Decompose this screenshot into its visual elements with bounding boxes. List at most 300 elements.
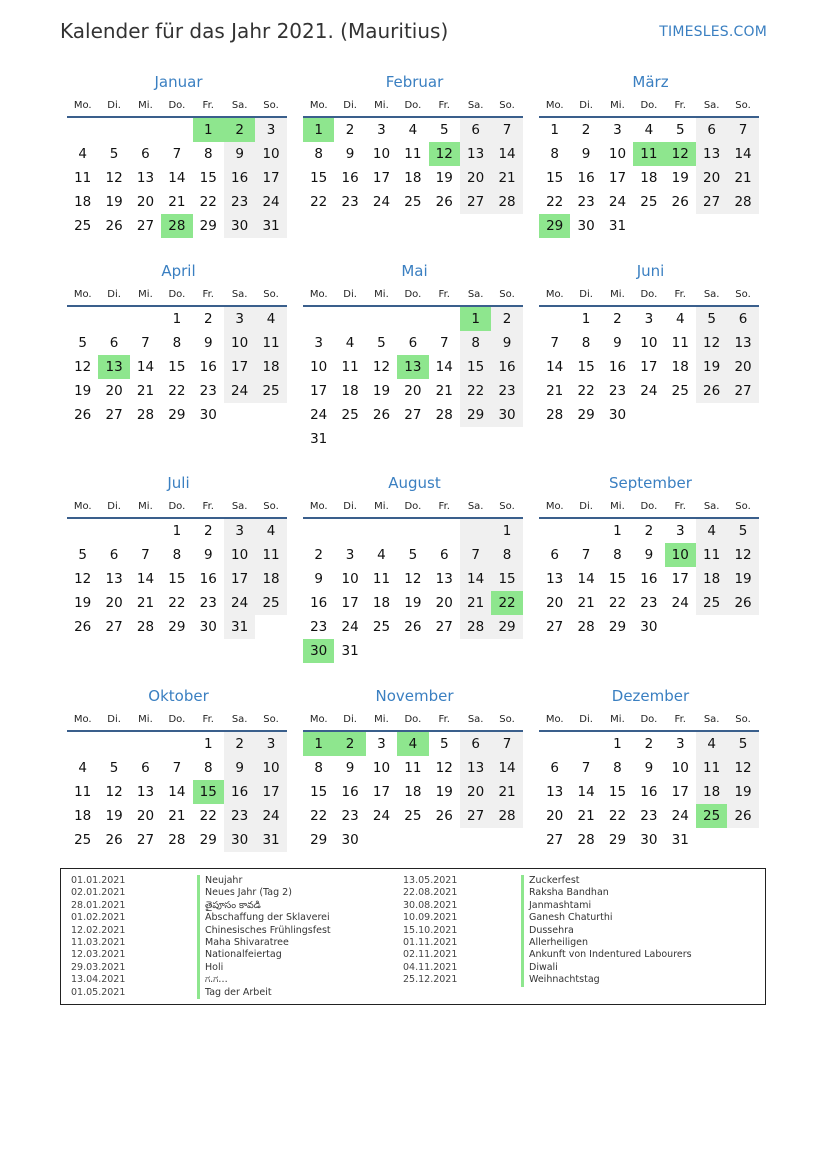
page-title: Kalender für das Jahr 2021. (Mauritius) xyxy=(60,19,449,43)
weekday-label: Di. xyxy=(107,289,121,300)
day-cell: 24 xyxy=(671,595,689,611)
weekday-label: Do. xyxy=(168,100,186,111)
day-cell: 3 xyxy=(224,307,255,331)
day-cell-holiday: 12 xyxy=(429,142,460,166)
day-cell: 19 xyxy=(105,808,123,824)
day-empty xyxy=(366,519,397,543)
day-cell: 11 xyxy=(255,331,286,355)
day-empty xyxy=(633,214,664,238)
weekday-label: Do. xyxy=(640,714,658,725)
day-cell: 1 xyxy=(613,736,622,752)
weekday-label: Sa. xyxy=(231,714,248,725)
day-cell: 8 xyxy=(460,331,491,355)
day-cell: 27 xyxy=(136,218,155,234)
week-row xyxy=(539,519,759,543)
day-cell: 29 xyxy=(199,832,217,848)
day-cell: 1 xyxy=(581,311,591,327)
day-cell-holiday: 2 xyxy=(224,118,255,142)
week-row xyxy=(539,615,759,639)
day-empty xyxy=(570,519,601,543)
day-cell: 20 xyxy=(435,595,453,611)
day-cell: 11 xyxy=(74,170,92,186)
day-cell: 31 xyxy=(341,643,359,659)
day-cell: 4 xyxy=(644,122,654,138)
week-row xyxy=(67,118,287,142)
weekday-label: So. xyxy=(499,289,515,300)
day-empty xyxy=(224,403,255,427)
day-cell: 25 xyxy=(341,407,359,423)
day-cell: 16 xyxy=(199,359,217,375)
day-cell: 6 xyxy=(460,118,491,142)
day-cell: 10 xyxy=(671,760,689,776)
weekday-label: Mo. xyxy=(309,714,328,725)
month-november xyxy=(303,686,523,852)
weekday-label: So. xyxy=(499,714,515,725)
legend-holiday-name: Chinesisches Frühlingsfest xyxy=(197,925,331,937)
weekday-label: Sa. xyxy=(467,100,484,111)
day-cell: 25 xyxy=(404,808,422,824)
day-cell: 7 xyxy=(491,118,522,142)
day-cell-holiday: 1 xyxy=(193,118,224,142)
day-cell: 7 xyxy=(141,335,150,351)
weekday-header xyxy=(67,710,287,732)
day-cell: 4 xyxy=(78,760,87,776)
day-cell: 14 xyxy=(168,784,186,800)
day-cell: 24 xyxy=(372,808,391,824)
day-cell: 20 xyxy=(105,595,123,611)
day-cell: 21 xyxy=(546,383,564,399)
day-cell: 28 xyxy=(491,190,522,214)
day-cell: 25 xyxy=(404,194,422,210)
weekday-label: Mi. xyxy=(138,714,153,725)
day-cell: 23 xyxy=(640,595,658,611)
day-cell: 15 xyxy=(577,359,595,375)
month-juli xyxy=(67,473,287,639)
weekday-label: Fr. xyxy=(202,501,214,512)
day-empty xyxy=(429,427,460,451)
weekday-label: Mi. xyxy=(138,501,153,512)
legend-holiday-name: Holi xyxy=(197,962,223,974)
weekday-label: Mo. xyxy=(73,289,92,300)
day-cell: 29 xyxy=(608,619,627,635)
day-cell: 20 xyxy=(727,355,758,379)
legend-holiday-name: Tag der Arbeit xyxy=(197,987,272,999)
day-cell: 8 xyxy=(613,547,622,563)
weekday-label: Mo. xyxy=(73,714,92,725)
day-cell: 4 xyxy=(377,547,386,563)
day-cell: 6 xyxy=(550,760,559,776)
legend-holiday-name: తైపూసం కావడి xyxy=(197,900,261,912)
weekday-header xyxy=(539,497,759,519)
day-cell: 13 xyxy=(136,784,155,800)
day-cell: 29 xyxy=(310,832,328,848)
legend-date: 29.03.2021 xyxy=(71,961,126,973)
day-empty xyxy=(334,427,365,451)
week-row xyxy=(67,166,287,190)
day-cell: 25 xyxy=(671,383,689,399)
day-cell: 21 xyxy=(168,808,186,824)
day-empty xyxy=(539,519,570,543)
legend-date: 22.08.2021 xyxy=(403,887,458,899)
day-cell: 4 xyxy=(78,146,87,162)
day-cell: 6 xyxy=(109,547,119,563)
day-empty xyxy=(460,519,491,543)
day-empty xyxy=(665,615,696,639)
weekday-label: Do. xyxy=(640,289,658,300)
day-cell: 21 xyxy=(491,780,522,804)
day-cell: 31 xyxy=(671,832,689,848)
day-cell: 29 xyxy=(491,615,522,639)
day-cell: 21 xyxy=(727,166,758,190)
day-cell: 6 xyxy=(727,307,758,331)
day-cell: 15 xyxy=(168,571,186,587)
day-cell: 3 xyxy=(224,519,255,543)
day-cell-holiday: 30 xyxy=(303,639,334,663)
day-cell: 31 xyxy=(608,218,627,234)
day-empty xyxy=(539,732,570,756)
weekday-label: Mi. xyxy=(374,289,389,300)
legend-holiday-name: Nationalfeiertag xyxy=(197,949,282,961)
day-cell: 25 xyxy=(255,591,286,615)
day-cell: 8 xyxy=(203,760,213,776)
weekday-label: Di. xyxy=(579,501,593,512)
day-cell: 17 xyxy=(255,166,286,190)
day-cell: 16 xyxy=(341,170,359,186)
day-cell: 1 xyxy=(203,736,213,752)
day-cell: 14 xyxy=(577,784,595,800)
day-cell: 4 xyxy=(696,732,727,756)
day-cell: 27 xyxy=(460,804,491,828)
day-cell: 21 xyxy=(577,808,595,824)
legend-date: 25.12.2021 xyxy=(403,974,458,986)
day-cell: 14 xyxy=(491,142,522,166)
legend-date: 28.01.2021 xyxy=(71,899,126,911)
day-cell: 17 xyxy=(255,780,286,804)
day-cell: 9 xyxy=(644,760,654,776)
weekday-label: Di. xyxy=(107,501,121,512)
weekday-header xyxy=(539,710,759,732)
day-cell: 27 xyxy=(696,190,727,214)
week-row xyxy=(67,732,287,756)
day-cell: 12 xyxy=(105,170,123,186)
day-cell: 3 xyxy=(377,736,386,752)
legend-holiday-name: Dussehra xyxy=(521,925,574,937)
day-cell: 14 xyxy=(136,359,155,375)
weekday-label: Mo. xyxy=(545,501,564,512)
weekday-label: Sa. xyxy=(467,501,484,512)
week-row xyxy=(539,591,759,615)
day-cell: 27 xyxy=(727,379,758,403)
day-cell: 15 xyxy=(608,571,627,587)
weekday-label: Mo. xyxy=(309,100,328,111)
day-cell: 28 xyxy=(435,407,453,423)
day-cell: 17 xyxy=(372,784,391,800)
day-cell: 4 xyxy=(255,519,286,543)
day-cell: 19 xyxy=(105,194,123,210)
day-empty xyxy=(429,828,460,852)
day-cell: 3 xyxy=(675,523,685,539)
legend-holiday-name: Maha Shivaratree xyxy=(197,937,289,949)
day-cell: 31 xyxy=(255,828,286,852)
legend-date: 02.01.2021 xyxy=(71,887,126,899)
day-cell: 24 xyxy=(255,190,286,214)
day-cell: 7 xyxy=(172,760,182,776)
day-cell: 15 xyxy=(491,567,522,591)
day-cell: 26 xyxy=(727,591,758,615)
day-cell: 18 xyxy=(671,359,689,375)
day-cell: 23 xyxy=(341,808,359,824)
weekday-label: Di. xyxy=(579,289,593,300)
day-empty xyxy=(491,427,522,451)
brand-link[interactable]: TIMESLES.COM xyxy=(659,24,767,40)
day-empty xyxy=(633,403,664,427)
day-cell: 19 xyxy=(74,383,92,399)
legend-date: 12.03.2021 xyxy=(71,949,126,961)
week-row xyxy=(539,804,759,828)
week-row xyxy=(539,543,759,567)
day-cell: 11 xyxy=(341,359,359,375)
day-cell: 2 xyxy=(644,523,654,539)
day-cell: 5 xyxy=(408,547,418,563)
weekday-label: Sa. xyxy=(231,100,248,111)
week-row xyxy=(303,591,523,615)
day-empty xyxy=(130,118,161,142)
legend-date: 13.04.2021 xyxy=(71,974,126,986)
day-cell: 16 xyxy=(608,359,627,375)
day-cell: 23 xyxy=(224,804,255,828)
day-empty xyxy=(696,615,727,639)
day-cell: 17 xyxy=(372,170,391,186)
week-row xyxy=(303,804,523,828)
day-cell: 15 xyxy=(546,170,564,186)
day-cell: 3 xyxy=(255,118,286,142)
day-cell: 16 xyxy=(577,170,595,186)
day-cell: 23 xyxy=(224,190,255,214)
weekday-label: Di. xyxy=(107,100,121,111)
week-row xyxy=(539,166,759,190)
day-cell: 13 xyxy=(546,784,564,800)
day-cell: 30 xyxy=(224,214,255,238)
day-cell: 7 xyxy=(727,118,758,142)
weekday-label: Sa. xyxy=(467,289,484,300)
day-cell: 18 xyxy=(696,780,727,804)
weekday-label: Di. xyxy=(343,289,357,300)
day-cell: 31 xyxy=(255,214,286,238)
day-cell: 4 xyxy=(255,307,286,331)
day-cell: 30 xyxy=(199,407,217,423)
weekday-label: Mo. xyxy=(309,289,328,300)
day-cell: 28 xyxy=(546,407,564,423)
day-cell: 10 xyxy=(224,543,255,567)
weekday-header xyxy=(67,497,287,519)
day-cell: 13 xyxy=(136,170,155,186)
day-cell: 28 xyxy=(168,832,186,848)
weekday-label: Do. xyxy=(168,714,186,725)
month-februar xyxy=(303,72,523,214)
weekday-label: Fr. xyxy=(202,100,214,111)
week-row xyxy=(67,307,287,331)
weekday-label: Sa. xyxy=(467,714,484,725)
day-cell: 1 xyxy=(613,523,622,539)
month-september xyxy=(539,473,759,639)
day-cell: 28 xyxy=(460,615,491,639)
day-cell: 24 xyxy=(640,383,658,399)
day-cell-holiday: 1 xyxy=(303,118,334,142)
legend-date: 11.03.2021 xyxy=(71,936,126,948)
day-cell: 1 xyxy=(172,523,182,539)
day-cell: 6 xyxy=(141,760,150,776)
day-cell: 31 xyxy=(224,615,255,639)
day-empty xyxy=(366,427,397,451)
day-cell: 2 xyxy=(203,311,213,327)
week-row xyxy=(67,214,287,238)
day-empty xyxy=(397,519,428,543)
weekday-label: Mi. xyxy=(374,501,389,512)
day-cell: 5 xyxy=(439,122,449,138)
day-cell: 10 xyxy=(310,359,328,375)
day-cell: 18 xyxy=(696,567,727,591)
weekday-label: Mi. xyxy=(374,714,389,725)
day-empty xyxy=(397,828,428,852)
day-cell: 23 xyxy=(491,379,522,403)
day-cell: 5 xyxy=(727,519,758,543)
day-empty xyxy=(397,639,428,663)
day-cell: 12 xyxy=(74,571,92,587)
day-empty xyxy=(460,427,491,451)
weekday-label: Mi. xyxy=(138,100,153,111)
weekday-label: Mo. xyxy=(545,100,564,111)
legend-holiday-name: Raksha Bandhan xyxy=(521,887,609,899)
weekday-label: Do. xyxy=(404,714,422,725)
week-row xyxy=(539,756,759,780)
day-cell: 18 xyxy=(74,194,92,210)
day-cell: 18 xyxy=(341,383,359,399)
day-empty xyxy=(727,615,758,639)
month-name: Mai xyxy=(401,262,428,280)
day-cell: 8 xyxy=(314,760,323,776)
week-row xyxy=(539,732,759,756)
month-name: Dezember xyxy=(611,687,690,705)
day-cell: 4 xyxy=(675,311,685,327)
day-cell: 8 xyxy=(581,335,591,351)
month-name: März xyxy=(632,73,669,91)
week-row xyxy=(303,379,523,403)
weekday-label: Mi. xyxy=(610,100,625,111)
week-row xyxy=(67,379,287,403)
day-cell: 2 xyxy=(314,547,323,563)
weekday-label: Fr. xyxy=(202,714,214,725)
day-cell: 17 xyxy=(671,571,689,587)
day-cell-holiday: 28 xyxy=(161,214,192,238)
weekday-label: Di. xyxy=(343,714,357,725)
day-cell: 13 xyxy=(727,331,758,355)
weekday-label: Di. xyxy=(343,100,357,111)
day-cell: 12 xyxy=(435,760,453,776)
day-cell: 26 xyxy=(372,407,391,423)
day-cell-holiday: 4 xyxy=(397,732,428,756)
day-cell: 21 xyxy=(435,383,453,399)
day-cell: 26 xyxy=(404,619,422,635)
day-empty xyxy=(397,307,428,331)
week-row xyxy=(303,567,523,591)
day-empty xyxy=(303,519,334,543)
day-cell: 2 xyxy=(491,307,522,331)
day-cell: 27 xyxy=(105,619,123,635)
day-cell: 20 xyxy=(404,383,422,399)
weekday-header xyxy=(303,285,523,307)
week-row xyxy=(539,828,759,852)
day-cell: 24 xyxy=(671,808,689,824)
day-cell: 30 xyxy=(341,832,359,848)
day-cell: 17 xyxy=(608,170,627,186)
week-row xyxy=(67,355,287,379)
day-cell: 28 xyxy=(577,832,595,848)
day-cell: 29 xyxy=(168,407,186,423)
weekday-header xyxy=(67,285,287,307)
weekday-label: Mi. xyxy=(610,714,625,725)
day-cell: 18 xyxy=(640,170,658,186)
weekday-label: Di. xyxy=(343,501,357,512)
day-cell: 9 xyxy=(314,571,323,587)
weekday-label: Do. xyxy=(640,501,658,512)
day-empty xyxy=(67,519,98,543)
day-cell: 6 xyxy=(550,547,559,563)
day-cell: 11 xyxy=(696,543,727,567)
legend-holiday-name: Diwali xyxy=(521,962,558,974)
day-cell: 15 xyxy=(168,359,186,375)
day-cell: 13 xyxy=(460,142,491,166)
day-empty xyxy=(366,307,397,331)
day-cell: 1 xyxy=(491,519,522,543)
weekday-label: Mi. xyxy=(138,289,153,300)
day-cell: 7 xyxy=(172,146,182,162)
day-cell: 2 xyxy=(644,736,654,752)
day-cell-holiday: 1 xyxy=(460,307,491,331)
day-cell: 27 xyxy=(136,832,155,848)
day-cell-holiday: 25 xyxy=(696,804,727,828)
day-cell: 22 xyxy=(608,808,627,824)
day-cell: 23 xyxy=(577,194,595,210)
day-empty xyxy=(727,403,758,427)
day-cell: 25 xyxy=(74,832,92,848)
week-row xyxy=(539,780,759,804)
day-empty xyxy=(98,307,129,331)
day-cell: 24 xyxy=(255,804,286,828)
day-empty xyxy=(570,732,601,756)
legend-holiday-name: Abschaffung der Sklaverei xyxy=(197,912,330,924)
day-cell: 5 xyxy=(109,760,119,776)
weekday-header xyxy=(67,96,287,118)
week-row xyxy=(67,591,287,615)
month-dezember xyxy=(539,686,759,852)
day-cell: 20 xyxy=(546,595,564,611)
day-cell: 3 xyxy=(314,335,323,351)
week-row xyxy=(303,142,523,166)
day-cell: 17 xyxy=(224,567,255,591)
day-cell: 27 xyxy=(435,619,453,635)
day-empty xyxy=(696,214,727,238)
day-cell: 9 xyxy=(203,335,213,351)
legend-holiday-name: Ganesh Chaturthi xyxy=(521,912,613,924)
day-cell: 1 xyxy=(172,311,182,327)
weekday-label: So. xyxy=(263,501,279,512)
weekday-label: Fr. xyxy=(674,714,686,725)
day-cell: 20 xyxy=(136,194,155,210)
day-cell: 6 xyxy=(439,547,449,563)
month-name: Juni xyxy=(636,262,665,280)
day-cell: 7 xyxy=(141,547,150,563)
day-cell: 16 xyxy=(199,571,217,587)
